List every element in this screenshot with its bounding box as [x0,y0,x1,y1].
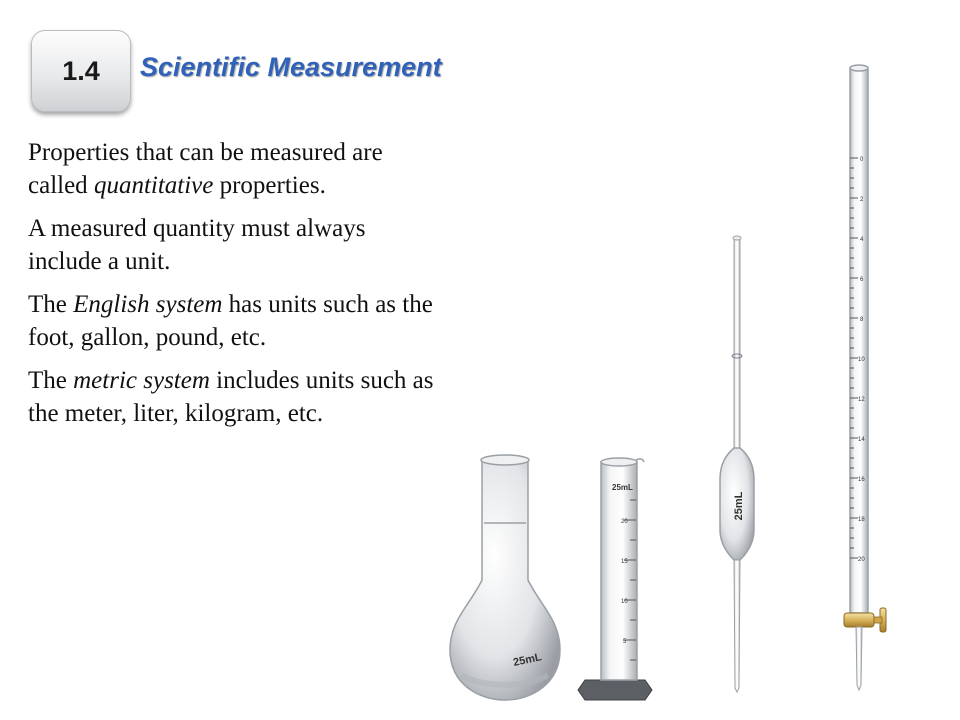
burette-tube [850,68,868,613]
section-number: 1.4 [62,55,100,86]
burette-mark-4: 4 [860,237,864,243]
paragraph-1-text-b: properties. [213,172,326,199]
cylinder-base [578,680,652,700]
burette-rim [850,65,868,71]
paragraph-3-text-a: The [28,291,74,318]
burette-mark-14: 14 [858,437,865,443]
term-english-system: English system [73,291,223,318]
paragraph-english-system [28,288,438,354]
pipet-upper-stem [734,238,740,448]
burette-mark-10: 10 [858,357,865,363]
cylinder-body [601,462,637,680]
glassware-illustration [440,60,960,720]
burette [844,65,886,690]
paragraph-4-text-a: The [28,367,74,394]
burette-mark-20: 20 [858,557,865,563]
paragraph-quantitative [28,136,438,202]
burette-mark-6: 6 [860,277,864,283]
term-quantitative: quantitative [93,172,214,199]
cylinder-rim [601,458,637,466]
graduated-cylinder [578,458,652,700]
paragraph-2-text: A measured quantity must always include a unit. [28,215,366,275]
pipet-lower-stem [734,560,740,692]
volumetric-pipet [720,236,754,692]
flask-label: 25mL [512,651,543,669]
cylinder-label: 25mL [612,483,633,492]
flask-body [450,460,560,700]
slide-title: Scientific Measurement [140,52,442,82]
cylinder-mark-20: 20 [621,519,628,525]
stopcock-body [844,613,874,627]
burette-mark-0: 0 [860,157,864,163]
burette-mark-8: 8 [860,317,864,323]
paragraph-4-text-b: includes units such as the meter, liter, kilogram, etc. [28,367,434,427]
cylinder-mark-10: 10 [621,599,628,605]
stopcock-stem [874,617,882,623]
burette-mark-2: 2 [860,197,864,203]
cylinder-mark-15: 15 [621,559,628,565]
section-number-badge [31,30,131,112]
pipet-top [733,236,741,240]
burette-mark-18: 18 [858,517,865,523]
paragraph-1-text-a: Properties that can be measured are called [28,139,383,199]
paragraph-3-text-b: has units such as the foot, gallon, pound, etc. [28,291,433,351]
body-text [28,136,438,440]
term-metric-system: metric system [73,367,210,394]
pipet-label: 25mL [733,491,745,521]
cylinder-mark-5: 5 [623,639,627,645]
burette-mark-12: 12 [858,397,865,403]
burette-mark-16: 16 [858,477,865,483]
flask-rim [481,455,529,465]
paragraph-unit [28,212,438,278]
burette-tip [856,627,862,690]
volumetric-flask [450,455,560,700]
paragraph-metric-system [28,364,438,430]
